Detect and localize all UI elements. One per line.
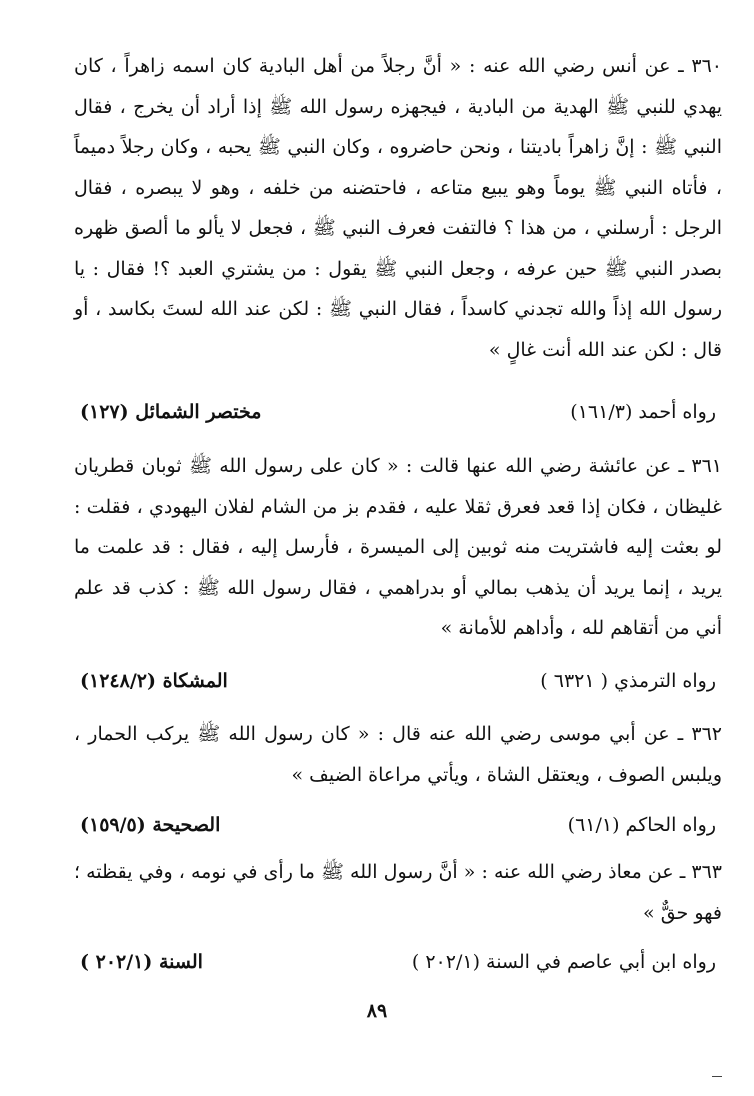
hadith-363-narrated-by: رواه ابن أبي عاصم في السنة (٢٠٢/١ ) [411, 951, 716, 973]
hadith-362-source: الصحيحة (١٥٩/٥) [80, 814, 221, 836]
hadith-362-narrated-by: رواه الحاكم (٦١/١) [567, 814, 716, 836]
hadith-361-text: ٣٦١ ـ عن عائشة رضي الله عنها قالت : « كان على رسول الله ﷺ ثوبان قطريان غليظان ، فكان إذا قعد فعرق ثقلا عليه ، فقدم بز من الشام لفلان اليهودي ، فقلت : لو بعثت إليه فاشتريت منه ثوبين إلى الميسرة ، فأرسل إليه ، فقال : قد علمت ما يريد ، إنما يريد أن يذهب بمالي أو بدراهمي ، فقال رسول الله ﷺ : كذب قد علم أني من أتقاهم لله ، وأداهم للأمانة » [74, 455, 722, 639]
hadith-362-reference [80, 808, 716, 842]
hadith-361-narrated-by: رواه الترمذي ( ٦٣٢١ ) [540, 670, 716, 692]
hadith-361-reference [80, 664, 716, 698]
hadith-363-text: ٣٦٣ ـ عن معاذ رضي الله عنه : « أنَّ رسول الله ﷺ ما رأى في نومه ، وفي يقظته ؛ فهو حقٌّ » [74, 861, 722, 924]
hadith-360-narrated-by: رواه أحمد (١٦١/٣) [570, 401, 716, 423]
hadith-360-reference [80, 395, 716, 429]
hadith-360-text: ٣٦٠ ـ عن أنس رضي الله عنه : « أنَّ رجلاً من أهل البادية كان اسمه زاهراً ، كان يهدي للنبي ﷺ الهدية من البادية ، فيجهزه رسول الله ﷺ إذا أراد أن يخرج ، فقال النبي ﷺ : إنَّ زاهراً باديتنا ، ونحن حاضروه ، وكان النبي ﷺ يحبه ، وكان رجلاً دميماً ، فأتاه النبي ﷺ يوماً وهو يبيع متاعه ، فاحتضنه من خلفه ، وهو لا يبصره ، فقال الرجل : أرسلني ، من هذا ؟ فالتفت فعرف النبي ﷺ ، فجعل لا يألو ما ألصق ظهره بصدر النبي ﷺ حين عرفه ، وجعل النبي ﷺ يقول : من يشتري العبد ؟! فقال : يا رسول الله إذاً والله تجدني كاسداً ، فقال النبي ﷺ : لكن عند الله لستَ بكاسد ، أو قال : لكن عند الله أنت غالٍ » [74, 55, 722, 361]
hadith-362-text: ٣٦٢ ـ عن أبي موسى رضي الله عنه قال : « كان رسول الله ﷺ يركب الحمار ، ويلبس الصوف ، ويعتقل الشاة ، ويأتي مراعاة الضيف » [74, 723, 722, 786]
hadith-363-reference [80, 945, 716, 979]
page-number: ٨٩ [366, 1000, 388, 1022]
hadith-360-source: مختصر الشمائل (١٢٧) [80, 401, 262, 423]
hadith-361-source: المشكاة (١٢٤٨/٢) [80, 670, 228, 692]
scan-corner-mark [712, 1076, 722, 1077]
hadith-363-source: السنة (٢٠٢/١ ) [80, 951, 203, 973]
